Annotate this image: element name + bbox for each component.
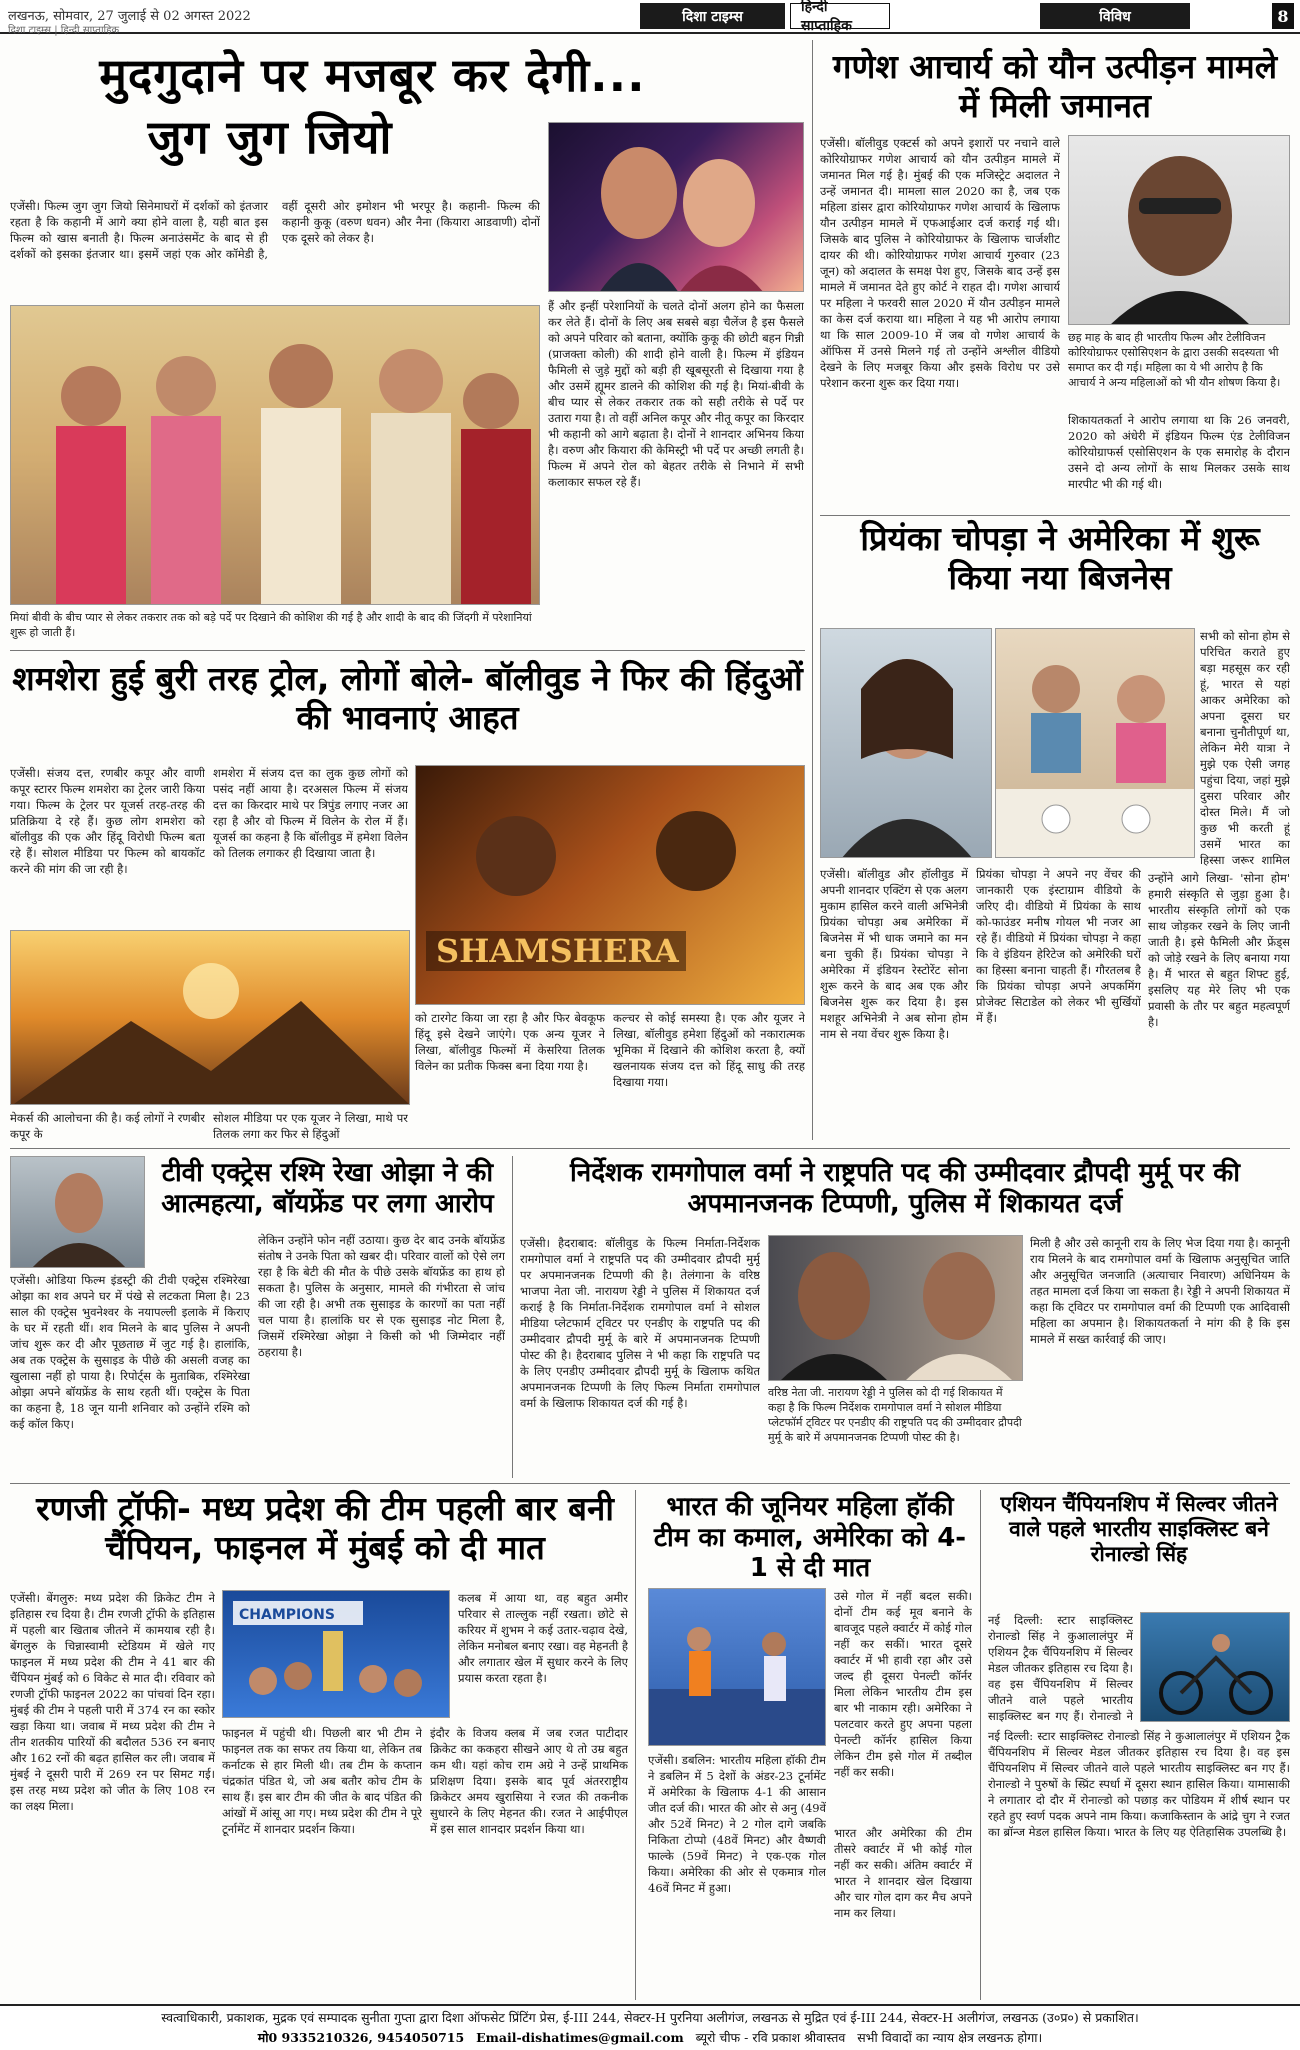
jugjugg-caption: मियां बीवी के बीच प्यार से लेकर तकरार तक को बड़े पर्दे पर दिखाने की कोशिश की गई है और शादी के बाद की जिंदगी में परेशानियां शुरू हो जाती हैं। <box>10 611 532 639</box>
ranji-col-2: फाइनल में पहुंची थी। पिछली बार भी टीम ने फाइनल तक का सफर तय किया था, लेकिन तब कर्नाटक से हार मिली थी। तब टीम के कप्तान चंद्रकांत पंडित थे, जो अब बतौर कोच टीम के साथ हैं। इस बार टीम की जीत के बाद पंडित की आंखों में आंसू आ गए। मध्य प्रदेश की टीम ने पूरे टूर्नामेंट में शानदार प्रदर्शन किया। <box>222 1726 422 1836</box>
hockey-col-3: भारत और अमेरिका की टीम तीसरे क्वार्टर में भी कोई गोल नहीं कर सकी। अंतिम क्वार्टर में भारत ने शानदार खेल दिखाया और चार गोल दाग कर मैच अपने नाम कर लिया। <box>834 1826 972 1920</box>
photo-rgv-murmu-art <box>769 1236 1023 1381</box>
ranji-col-1: एजेंसी। बेंगलुरु: मध्य प्रदेश की क्रिकेट टीम ने इतिहास रच दिया है। टीम रणजी ट्रॉफी के इतिहास में पहली बार खिताब जीतने में कामयाब रही है। बेंगलुरु के चिन्नास्वामी स्टेडियम में खेले गए फाइनल में मध्य प्रदेश की टीम ने 41 बार की चैंपियन मुंबई को 6 विकेट से मात दी। रविवार को रणजी ट्रॉफी फाइनल 2022 का पांचवां दिन रहा। मुंबई की टीम ने पहली पारी में 374 रन का स्कोर खड़ा किया था। जवाब में मध्य प्रदेश की टीम ने तीन शतकीय पारियों की बदौलत 536 रन बनाए और 162 रनों की बढ़त हासिल कर ली। जवाब में मुंबई ने दूसरी पारी में 269 रन पर सिमट गई। इस तरह मध्य प्रदेश को जीत के लिए 108 रन का लक्ष्य मिला। <box>10 1591 215 1813</box>
article-divider <box>10 650 805 651</box>
photo-ganesh-acharya <box>1068 135 1290 325</box>
rgv-col-3: मिली है और उसे कानूनी राय के लिए भेज दिया गया है। कानूनी राय मिलने के बाद रामगोपाल वर्मा के खिलाफ अनुसूचित जाति और अनुसूचित जनजाति (अत्याचार निवारण) अधिनियम के तहत मामला दर्ज किया जा सकता है। रेड्डी ने अपनी शिकायत में कहा कि ट्विटर पर रामगोपाल वर्मा की टिप्पणी एक आदिवासी महिला का अपमान है। शिकायतकर्ता ने मांग की है कि इस मामले में सख्त कार्रवाई की जाए। <box>1030 1236 1290 1346</box>
priyanka-col-2: प्रियंका चोपड़ा ने अपने नए वेंचर की जानकारी एक इंस्टाग्राम वीडियो के जरिए दी। वीडियो में प्रियंका के साथ को-फाउंडर मनीष गोयल भी नजर आ रहे हैं। वीडियो में प्रियंका चोपड़ा ने कहा कि वे इंडियन हेरिटेज को अमेरिकी घरों का हिस्सा बनाना चाहती हैं। गौरतलब है कि प्रियंका चोपड़ा अपने अपकमिंग प्रोजेक्ट सिटाडेल को लेकर भी सुर्खियों में हैं। <box>976 867 1141 1025</box>
photo-jugjugg-family-art <box>11 306 540 605</box>
headline-cycling: एशियन चैंपियनशिप में सिल्वर जीतने वाले पहले भारतीय साइक्लिस्ट बने रोनाल्डो सिंह <box>1000 1492 1278 1566</box>
headline-shamshera: शमशेरा हुई बुरी तरह ट्रोल, लोगों बोले- बॉलीवुड ने फिर की हिंदुओं की भावनाएं आहत <box>12 659 803 737</box>
ranji-col-4: इंदौर के विजय क्लब में जब रजत पाटीदार क्रिकेट का ककहरा सीखने आए थे तो उम्र बहुत कम थी। यहां कोच राम अग्रे ने उन्हें प्राथमिक प्रशिक्षण दिया। इसके बाद पूर्व अंतरराष्ट्रीय क्रिकेटर अमय खुरासिया ने रजत की तकनीक सुधारने के लिए मेहनत की। रजत ने आईपीएल में इस साल शानदार प्रदर्शन किया था। <box>430 1726 628 1836</box>
photo-shamshera-scene <box>10 930 410 1105</box>
rgv-caption: वरिष्ठ नेता जी. नारायण रेड्डी ने पुलिस को दी गई शिकायत में कहा है कि फिल्म निर्देशक रामगोपाल वर्मा ने सोशल मीडिया प्लेटफॉर्म ट्विटर पर एनडीए की राष्ट्रपति पद की उम्मीदवार द्रौपदी मुर्मू के बारे में अपमानजनक टिप्पणी पोस्ट की है। <box>768 1386 1022 1444</box>
article-divider <box>820 515 1290 516</box>
cycling-intro: नई दिल्ली: स्टार साइक्लिस्ट रोनाल्डो सिंह ने कुआलालंपुर में एशियन ट्रैक चैंपियनशिप में सिल्वर मेडल जीतकर इतिहास रच दिया है। वह इस चैंपियनशिप में सिल्वर जीतने वाले पहले भारतीय साइक्लिस्ट बन गए हैं। रोनाल्डो ने <box>988 1613 1133 1722</box>
headline-jugjugg-1: मुदगुदाने पर मजबूर कर देगी... <box>99 48 646 102</box>
headline-priyanka: प्रियंका चोपड़ा ने अमेरिका में शुरू किया नया बिजनेस <box>860 519 1260 597</box>
footer-bureau: ब्यूरो चीफ - रवि प्रकाश श्रीवास्तव <box>695 2030 846 2045</box>
shamshera-col-4: कल्चर से कोई समस्या है। एक और यूजर ने लिखा, बॉलीवुड हमेशा हिंदुओं को नकारात्मक भूमिका में दिखाने की कोशिश करता है, क्यों खलनायक संजय दत्त को हिंदू साधु की तरह दिखाया गया। <box>613 1011 805 1089</box>
photo-cyclist <box>1140 1612 1290 1722</box>
section-divider <box>10 1483 1290 1484</box>
rashmi-col-2: लेकिन उन्होंने फोन नहीं उठाया। कुछ देर बाद उनके बॉयफ्रेंड संतोष ने उनके पिता को खबर दी। परिवार वालों को ऐसे लग रहा है कि बेटी की मौत के पीछे उसके बॉयफ्रेंड का हाथ हो सकता है। पुलिस के अनुसार, मामले की गंभीरता से जांच की जा रही है। अभी तक सुसाइड के कारणों का पता नहीं चल पाया है। हालांकि घर से एक सुसाइड नोट मिला है, जिसमें रश्मिरेखा ओझा ने किसी को भी जिम्मेदार नहीं ठहराया है। <box>258 1233 505 1359</box>
svg-text:SHAMSHERA: SHAMSHERA <box>436 932 679 970</box>
rashmi-col-1: एजेंसी। ओडिया फिल्म इंडस्ट्री की टीवी एक्ट्रेस रश्मिरेखा ओझा का शव अपने घर में पंखे से लटकता मिला है। 23 साल की एक्ट्रेस भुवनेश्वर के नयापल्ली इलाके में किराए के घर में रहती थीं। शव मिलने के बाद पुलिस ने अपनी जांच शुरू कर दी और पूछताछ में जुट गई है। हालांकि, अब तक एक्ट्रेस के सुसाइड के पीछे की असली वजह का खुलासा नहीं हो पाया है। रिपोर्ट्स के मुताबिक, रश्मिरेखा ओझा अपने बॉयफ्रेंड के साथ रहती थीं। एक्ट्रेस के पिता का कहना है, 18 जून यानी शनिवार को उन्होंने रश्मि को कई कॉल किए। <box>10 1273 250 1431</box>
ranji-col-3: कलब में आया था, वह बहुत अमीर परिवार से ताल्लुक नहीं रखता। छोटे से करियर में शुभम ने कई उतार-चढ़ाव देखे, लेकिन मनोबल बनाए रखा। वह मेहनती है और लगातार खेल में सुधार करने के लिए प्रयास करता रहता है। <box>458 1591 628 1685</box>
column-divider <box>512 1156 513 1478</box>
photo-priyanka <box>820 628 992 858</box>
photo-varun-kiara <box>548 122 804 292</box>
ganesh-caption: छह माह के बाद ही भारतीय फिल्म और टेलीविजन कोरियोग्राफर एसोसिएशन के द्वारा उसकी सदस्यता भी समाप्त कर दी गई। महिला का ये भी आरोप है कि आचार्य ने अन्य महिलाओं को भी यौन शोषण किया है। <box>1068 331 1281 389</box>
footer-email[interactable]: Email-dishatimes@gmail.com <box>476 2030 684 2045</box>
ganesh-body: एजेंसी। बॉलीवुड एक्टर्स को अपने इशारों पर नचाने वाले कोरियोग्राफर गणेश आचार्य को यौन उत्पीड़न मामले में जमानत मिल गई है। मुंबई की एक मजिस्ट्रेट अदालत ने उन्हें जमानत दी। मामला साल 2020 का है, जब एक महिला डांसर द्वारा कोरियोग्राफर गणेश आचार्य के खिलाफ यौन उत्पीड़न मामले में एफआईआर दर्ज कराई गई थी। जिसके बाद पुलिस ने कोरियोग्राफर के खिलाफ चार्जशीट दायर की थी। कोरियोग्राफर गणेश आचार्य गुरुवार (23 जून) को अदालत के समक्ष पेश हुए, जिसके बाद उन्हें इस मामले में जमानत देते हुए कोर्ट ने राहत दी। गणेश आचार्य पर महिला ने फरवरी साल 2020 में यौन उत्पीड़न मामले का केस दर्ज कराया था। महिला ने यह भी आरोप लगाया था कि साल 2009-10 में जब वो गणेश आचार्य के ऑफिस में उनसे मिलने गई तो उन्होंने अश्लील वीडियो देखने के लिए मजबूर किया और इसके विरोध पर उसे परेशान करना शुरू कर दिया गया। <box>820 136 1060 390</box>
priyanka-col-1: एजेंसी। बॉलीवुड और हॉलीवुड में अपनी शानदार एक्टिंग से एक अलग मुकाम हासिल करने वाली अभिनेत्री प्रियंका चोपड़ा अब अमेरिका में बिजनेस में भी धाक जमाने का मन बना चुकी हैं। प्रियंका चोपड़ा ने अमेरिका में इंडियन रेस्टोरेंट सोना शुरू करने के बाद अब एक और बिजनेस शुरू कर दिया है। इस मशहूर अभिनेत्री ने अब सोना होम नाम से नया वेंचर शुरू किया है। <box>820 867 968 1041</box>
footer-jurisdiction: सभी विवादों का न्याय क्षेत्र लखनऊ होगा। <box>857 2030 1043 2045</box>
photo-hockey-art <box>649 1589 826 1746</box>
footer-line-2 <box>0 2028 1300 2048</box>
cycling-col-1: नई दिल्ली: स्टार साइक्लिस्ट रोनाल्डो सिंह ने कुआलालंपुर में एशियन ट्रैक चैंपियनशिप में सिल्वर मेडल जीतकर इतिहास रच दिया है। वह इस चैंपियनशिप में सिल्वर जीतने वाले पहले भारतीय साइक्लिस्ट बन गए हैं। रोनाल्डो ने पुरुषों के स्प्रिंट स्पर्धा में दूसरा स्थान हासिल किया। यामासाकी ने लगातार दो दौर में रोनाल्डो को पछाड़ कर पोडियम में शीर्ष स्थान पर रहते हुए स्वर्ण पदक अपने नाम किया। कजाकिस्तान के आंद्रे चुग ने रजत का ब्रॉन्ज मेडल हासिल किया। भारत के लिए यह ऐतिहासिक उपलब्धि है। <box>988 1729 1290 1839</box>
jugjugg-intro: एजेंसी। फिल्म जुग जुग जियो सिनेमाघरों में दर्शकों को इंतजार रहता है कि कहानी में आगे क्या होने वाला है, यही बात इस फिल्म को खास बनाती है। फिल्म अनाउंसमेंट के बाद से ही दर्शकों को इसका इंतजार था। इसमें जहां एक ओर कॉमेडी है, वहीं दूसरी ओर इमोशन भी भरपूर है। कहानी- फिल्म की कहानी कुकू (वरुण धवन) और नैना (कियारा आडवाणी) दोनों एक दूसरे को लेकर है। <box>10 199 540 261</box>
photo-rgv-murmu <box>768 1235 1023 1381</box>
dateline: लखनऊ, सोमवार, 27 जुलाई से 02 अगस्त 2022 <box>8 9 251 24</box>
photo-ranji-champions-art <box>223 1591 450 1718</box>
shamshera-col-3: को टारगेट किया जा रहा है और फिर बेवकूफ हिंदू इसे देखने जाएंगे। एक अन्य यूजर ने लिखा, बॉलीवुड फिल्मों में केसरिया तिलक विलेन का प्रतीक फिक्स बना दिया गया है। <box>415 1011 605 1073</box>
headline-rashmi: टीवी एक्ट्रेस रश्मि रेखा ओझा ने की आत्महत्या, बॉयफ्रेंड पर लगा आरोप <box>161 1158 494 1219</box>
ganesh-body-2: शिकायतकर्ता ने आरोप लगाया था कि 26 जनवरी, 2020 को अंधेरी में इंडियन फिल्म एंड टेलीविजन कोरियोग्राफर्स एसोसिएशन के एक समारोह के दौरान उसने दो अन्य लोगों के साथ मिलकर उसके साथ मारपीट भी की गई थी। <box>1068 413 1290 491</box>
page-number: 8 <box>1272 3 1294 29</box>
masthead-subline: दिशा टाइम्स | हिन्दी साप्ताहिक <box>8 25 120 36</box>
column-divider <box>980 1490 981 2000</box>
svg-text:CHAMPIONS: CHAMPIONS <box>239 1607 335 1623</box>
priyanka-col-3: उन्होंने आगे लिखा- 'सोना होम' हमारी संस्कृति से जुड़ा हुआ है। भारतीय संस्कृति लोगों को एक साथ जोड़कर रखने के लिए जानी जाती है। इसे फैमिली और फ्रेंड्स को जोड़े रखने के लिए बनाया गया है। मैं भारत से बहुत शिफ्ट हुई, इसलिए यह मेरे लिए भी एक प्रवासी के तौर पर बहुत महत्वपूर्ण है। <box>1148 871 1290 1029</box>
photo-varun-kiara-art <box>549 123 804 292</box>
headline-hockey: भारत की जूनियर महिला हॉकी टीम का कमाल, अमेरिका को 4-1 से दी मात <box>653 1492 967 1584</box>
photo-jugjugg-family <box>10 305 540 605</box>
headline-jugjugg-2: जुग जुग जियो <box>147 110 393 164</box>
hockey-col-1: उसे गोल में नहीं बदल सकी। दोनों टीम कई मूव बनाने के बावजूद पहले क्वार्टर में कोई गोल नहीं कर सकीं। भारत दूसरे क्वार्टर में भी हावी रहा और उसे जल्द ही दूसरा पेनल्टी कॉर्नर मिला लेकिन भारतीय टीम इस बार भी नाकाम रही। अमेरिका ने पलटवार करते हुए अपना पहला पेनल्टी कॉर्नर हासिल किया लेकिन टीम इसे गोल में तब्दील नहीं कर सकी। <box>834 1589 972 1779</box>
headline-ganesh: गणेश आचार्य को यौन उत्पीड़न मामले में मिली जमानत <box>832 47 1278 125</box>
paper-type: हिन्दी साप्ताहिक <box>790 3 890 29</box>
photo-rashmi <box>10 1156 145 1268</box>
masthead <box>0 0 1300 34</box>
footer-phone: मो0 9335210326, 9454050715 <box>257 2030 465 2045</box>
column-divider <box>812 40 813 1140</box>
paper-name: दिशा टाइम्स <box>640 3 785 29</box>
shamshera-col-1: एजेंसी। संजय दत्त, रणबीर कपूर और वाणी कपूर स्टारर फिल्म शमशेरा का ट्रेलर जारी किया गया। फिल्म के ट्रेलर पर यूजर्स तरह-तरह की प्रतिक्रिया दे रहे हैं। कुछ लोग शमशेरा को बॉलीवुड की एक और हिंदू विरोधी फिल्म बता रहे हैं। सोशल मीडिया पर फिल्म को बायकॉट करने की मांग की जा रही है। <box>10 766 205 876</box>
photo-hockey-match <box>648 1588 826 1746</box>
footer-imprint <box>0 2004 1300 2050</box>
shamshera-col-2: शमशेरा में संजय दत्त का लुक कुछ लोगों को पसंद नहीं आया है। दरअसल फिल्म में संजय दत्त का किरदार माथे पर त्रिपुंड लगाए नजर आ रहा है और वो फिल्म में विलेन के रोल में हैं। यूजर्स का कहना है कि बॉलीवुड में हमेशा विलेन को तिलक लगाकर ही दिखाया जाता है। <box>213 766 408 860</box>
photo-ranji-champions <box>222 1590 450 1718</box>
section-name: विविध <box>1040 3 1190 29</box>
headline-ranji: रणजी ट्रॉफी- मध्य प्रदेश की टीम पहली बार बनी चैंपियन, फाइनल में मुंबई को दी मात <box>36 1489 614 1567</box>
shamshera-col-6: सोशल मीडिया पर एक यूजर ने लिखा, माथे पर तिलक लगा कर फिर से हिंदुओं <box>213 1111 408 1141</box>
footer-line-1: स्वत्वाधिकारी, प्रकाशक, मुद्रक एवं सम्पादक सुनीता गुप्ता द्वारा दिशा ऑफसेट प्रिंटिंग प्रेस, ई-III 244, सेक्टर-H पुरनिया अलीगंज, लखनऊ से मुद्रित एवं ई-III 244, सेक्टर-H अलीगंज, लखनऊ (उ०प्र०) से प्रकाशित। <box>161 2010 1139 2025</box>
section-divider <box>10 1148 1290 1149</box>
column-divider <box>635 1490 636 2000</box>
priyanka-side: सभी को सोना होम से परिचित कराते हुए बड़ा महसूस कर रही हूं, भारत से यहां आकर अमेरिका को अपना दूसरा घर बनाना चुनौतीपूर्ण था, लेकिन मेरी यात्रा ने मुझे एक ऐसी जगह पहुंचा दिया, जहां मुझे दुसरा परिवार और दोस्त मिले। मैं जो कुछ भी करती हूं उसमें भारत का हिस्सा जरूर शामिल <box>1200 629 1290 867</box>
headline-rgv: निर्देशक रामगोपाल वर्मा ने राष्ट्रपति पद की उम्मीदवार द्रौपदी मुर्मू पर की अपमानजनक टिप्पणी, पुलिस में शिकायत दर्ज <box>570 1158 1240 1219</box>
photo-sona-home-art <box>996 629 1195 858</box>
photo-shamshera-art <box>416 766 805 1005</box>
photo-cyclist-art <box>1141 1613 1290 1722</box>
jugjugg-col-right: हैं और इन्हीं परेशानियों के चलते दोनों अलग होने का फैसला कर लेते हैं। दोनों के लिए अब सबसे बड़ा चैलेंज है इस फैसले को अपने परिवार को बताना, क्योंकि कुकू की छोटी बहन गिन्नी (प्राजक्ता कोली) की शादी होने वाली है। फिल्म में इंडियन फैमिली से जुड़े मुद्दों को बड़ी ही खूबसूरती से दिखाया गया है और उसमें ह्यूमर डालने की कोशिश की गई है। मियां-बीवी के बीच प्यार से लेकर तकरार तक को सही तरीके से पर्दे पर उतारा गया है। तो वहीं अनिल कपूर और नीतू कपूर का किरदार भी कहानी को आगे बढ़ाता है। दोनों ने शानदार अभिनय किया है। वरुण और कियारा की केमिस्ट्री भी पर्दे पर अच्छी लगती है। फिल्म में अपने रोल को बेहतर तरीके से निभाने में सभी कलाकार सफल रहे हैं। <box>548 299 804 489</box>
hockey-col-2: एजेंसी। डबलिन: भारतीय महिला हॉकी टीम ने डबलिन में 5 देशों के अंडर-23 टूर्नामेंट में अमेरिका के खिलाफ 4-1 की आसान जीत दर्ज की। भारत की ओर से अनु (49वें और 52वें मिनट) ने 2 गोल दागे जबकि निकिता टोप्पो (48वें मिनट) और वैष्णवी फाल्के (59वें मिनट) ने एक-एक गोल किया। अमेरिका की ओर से एकमात्र गोल 46वें मिनट में हुआ। <box>648 1753 826 1895</box>
shamshera-col-5: मेकर्स की आलोचना की है। कई लोगों ने रणबीर कपूर के <box>10 1111 205 1141</box>
photo-shamshera-scene-art <box>11 931 410 1105</box>
photo-priyanka-art <box>821 629 992 858</box>
photo-shamshera-poster <box>415 765 805 1005</box>
photo-sona-home <box>995 628 1195 858</box>
photo-ganesh-art <box>1069 136 1290 325</box>
photo-rashmi-art <box>11 1157 145 1268</box>
rgv-col-1: एजेंसी। हैदराबाद: बॉलीवुड के फिल्म निर्माता-निर्देशक रामगोपाल वर्मा ने राष्ट्रपति पद की उम्मीदवार द्रौपदी मुर्मू पर अपमानजनक टिप्पणी की है। तेलंगाना के वरिष्ठ भाजपा नेता जी. नारायण रेड्डी ने पुलिस में शिकायत दर्ज कराई है कि निर्माता-निर्देशक रामगोपाल वर्मा ने सोशल मीडिया प्लेटफार्म ट्विटर पर एनडीए के राष्ट्रपति पद की उम्मीदवार द्रौपदी मुर्मू के बारे में अपमानजनक टिप्पणी पोस्ट की है। हैदराबाद पुलिस ने भी कहा कि राष्ट्रपति पद के लिए एनडीए उम्मीदवार द्रौपदी मुर्मू के खिलाफ कथित अपमानजनक टिप्पणी के लिए फिल्म निर्माता रामगोपाल वर्मा के खिलाफ शिकायत दर्ज की गई है। <box>520 1236 760 1410</box>
